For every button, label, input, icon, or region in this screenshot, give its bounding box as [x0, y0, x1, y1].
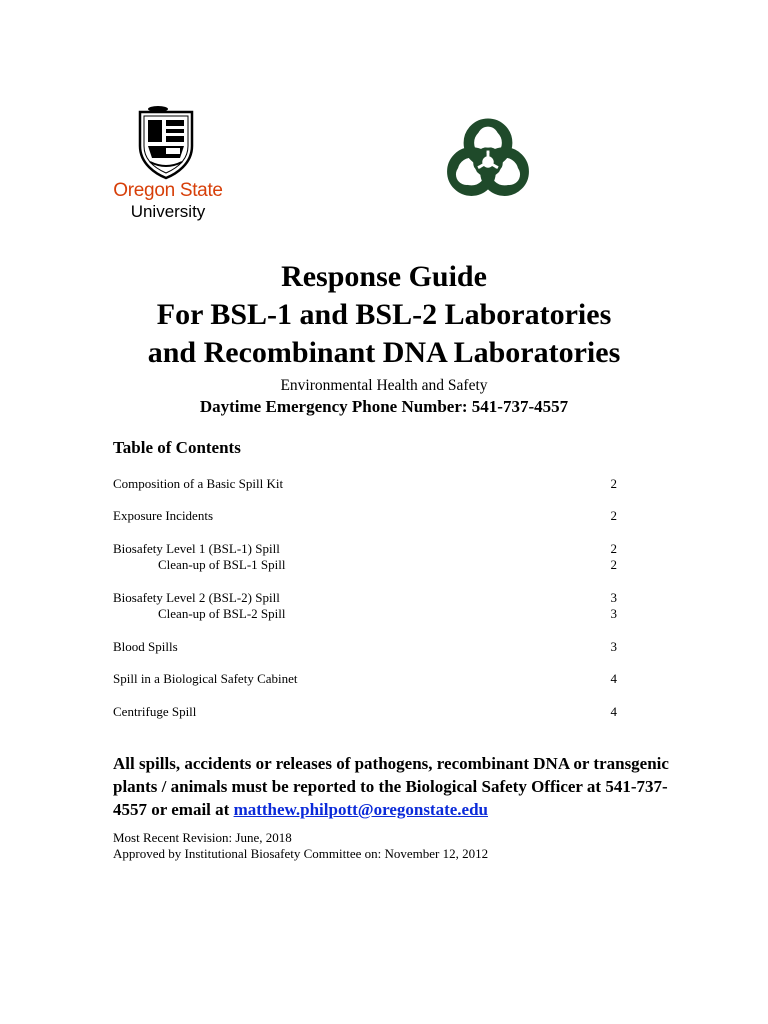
toc-item-page: 2 — [610, 508, 617, 523]
toc-item-label: Composition of a Basic Spill Kit — [113, 476, 284, 491]
toc-item-label: Spill in a Biological Safety Cabinet — [113, 671, 298, 686]
toc-item-page: 4 — [610, 704, 617, 719]
logo-name: Oregon State — [113, 180, 223, 201]
toc-item-label: Biosafety Level 2 (BSL-2) Spill — [113, 590, 280, 605]
toc-item-page: 3 — [610, 639, 617, 654]
osu-shield-icon — [136, 106, 196, 180]
toc-item-label: Biosafety Level 1 (BSL-1) Spill — [113, 541, 280, 556]
toc-item-page: 2 — [610, 557, 617, 572]
toc-item-label: Centrifuge Spill — [113, 704, 197, 719]
osu-logo — [108, 106, 226, 224]
title-line-2: For BSL-1 and BSL-2 Laboratories — [156, 298, 612, 331]
department-name: Environmental Health and Safety — [280, 377, 488, 394]
toc-item-label: Exposure Incidents — [113, 508, 214, 523]
toc-item-label: Blood Spills — [113, 639, 178, 654]
toc-item-label: Clean-up of BSL-2 Spill — [158, 606, 286, 621]
logo-university: University — [130, 202, 206, 221]
biohazard-icon — [440, 118, 536, 206]
revision-date: Most Recent Revision: June, 2018 — [113, 830, 292, 845]
emergency-phone: Daytime Emergency Phone Number: 541-737-4557 — [199, 397, 569, 416]
title-line-3: and Recombinant DNA Laboratories — [147, 336, 621, 369]
bso-email-link[interactable]: matthew.philpott@oregonstate.edu — [233, 800, 489, 819]
toc-item-label: Clean-up of BSL-1 Spill — [158, 557, 286, 572]
reporting-notice — [113, 752, 673, 821]
toc-item-page: 4 — [610, 671, 617, 686]
toc-heading: Table of Contents — [113, 438, 241, 457]
document-title — [0, 258, 768, 372]
notice-text: All spills, accidents or releases of pathogens, recombinant DNA or transgenic plants / animals must be reported to the Biological Safety Officer at 541-737-4557 or email at — [113, 754, 669, 819]
title-line-1: Response Guide — [281, 260, 487, 293]
toc-item-page: 3 — [610, 606, 617, 621]
toc-item-page: 3 — [610, 590, 617, 605]
approval-date: Approved by Institutional Biosafety Committee on: November 12, 2012 — [113, 846, 489, 861]
toc-item-page: 2 — [610, 541, 617, 556]
revision-info — [113, 830, 488, 862]
toc-item-page: 2 — [610, 476, 617, 491]
